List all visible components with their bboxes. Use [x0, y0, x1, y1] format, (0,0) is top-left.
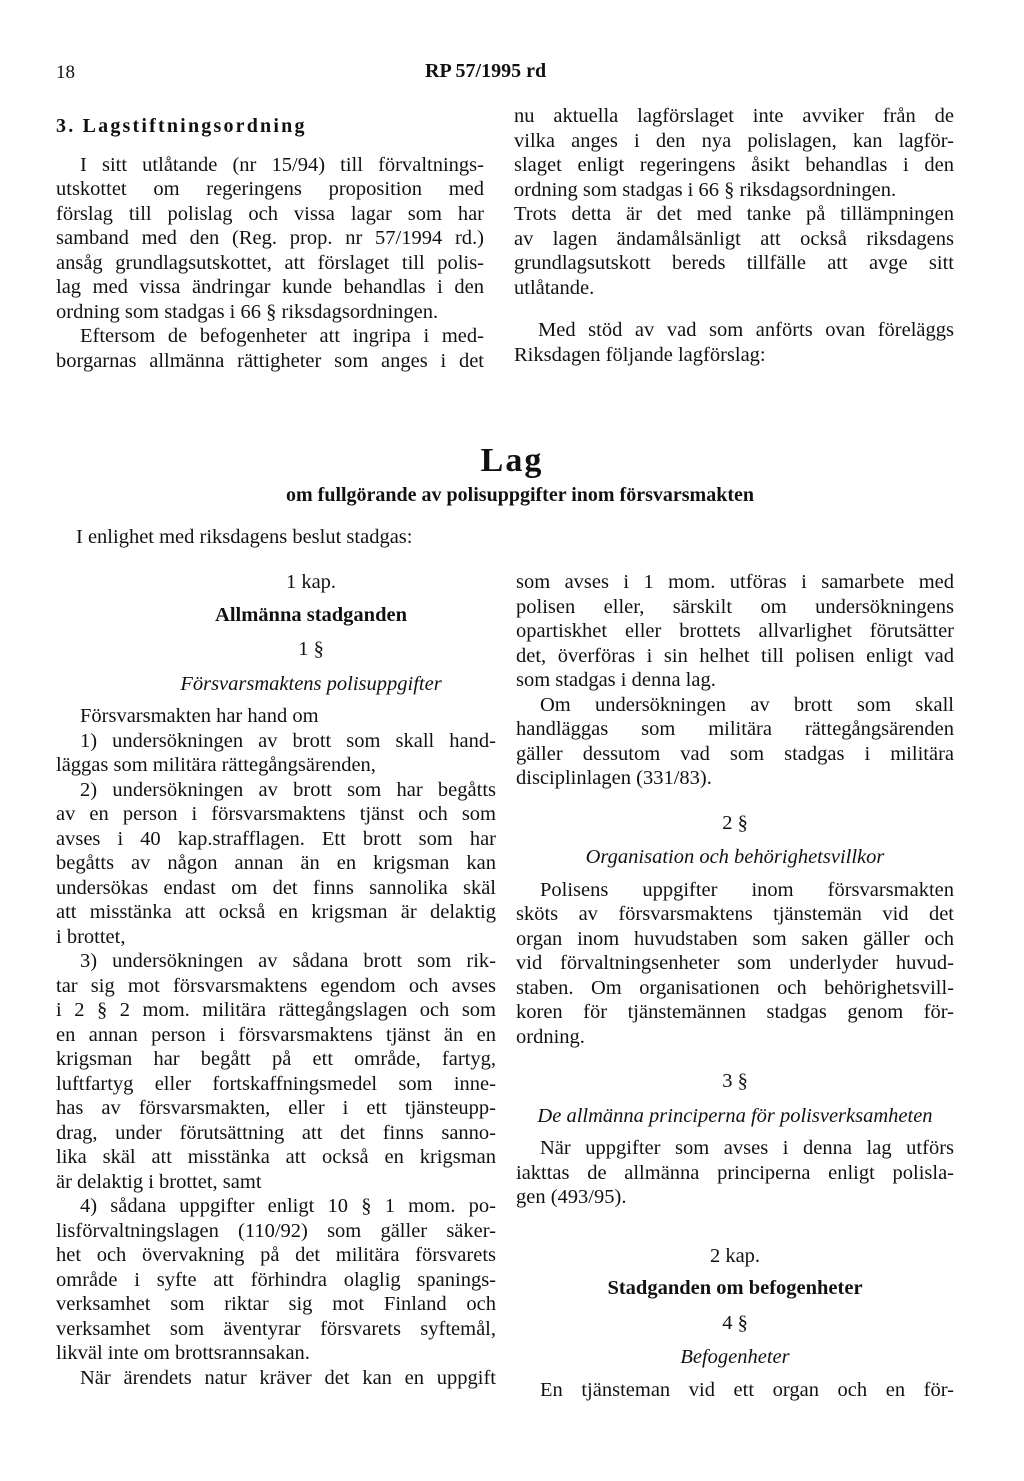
running-header: RP 57/1995 rd — [425, 60, 547, 82]
section-number: 1 § — [298, 638, 324, 660]
text-line: verksamhet som äventyrar försvarets syftemål, — [56, 1317, 496, 1340]
text-line: Försvarsmakten har hand om — [80, 705, 319, 727]
text-line: ordning som stadgas i 66 § riksdagsordningen. — [56, 300, 439, 323]
text-line: det, överföras i sin helhet till polisen enligt vad — [516, 644, 954, 667]
text-line: förslag till polislag och vissa lagar som har — [56, 202, 484, 225]
text-line: koren för tjänstemännen stadgas genom för- — [516, 1001, 954, 1023]
text-line: slaget enligt regeringens åsikt behandlas i den — [514, 154, 954, 176]
text-line: Trots detta är det med tanke på tillämpningen — [514, 203, 954, 225]
text-line: En tjänsteman vid ett organ och en för- — [540, 1378, 954, 1401]
text-line: nu aktuella lagförslaget inte avviker från de — [514, 105, 954, 127]
text-line: iakttas de allmänna principerna enligt polisla- — [516, 1161, 954, 1184]
text-line: av lagen ändamålsänligt att också riksdagens — [514, 227, 954, 250]
text-line: ordning som stadgas i 66 § riksdagsordningen. — [514, 178, 897, 201]
text-line: krigsman har begått på ett område, fartyg, — [56, 1048, 496, 1070]
text-line: Polisens uppgifter inom försvarsmakten — [540, 878, 954, 901]
lagstiftningsordning-text — [56, 153, 484, 374]
text-line: lag med vissa ändringar kunde behandlas i den — [56, 276, 484, 298]
text-line: polisen eller, särskilt om undersökningens — [516, 595, 954, 618]
section-title: Befogenheter — [680, 1346, 790, 1368]
text-line: utskottet om regeringens proposition med — [56, 178, 484, 200]
lagstiftningsordning-right-column — [514, 104, 954, 367]
text-line: som avses i 1 mom. utföras i samarbete med — [516, 571, 954, 593]
text-line: begåtts av någon annan än en krigsman kan — [56, 852, 496, 874]
text-line: has av försvarsmakten, eller i ett tjänsteupp- — [56, 1097, 496, 1119]
text-line: sköts av försvarsmaktens tjänstemän vid det — [516, 903, 954, 925]
chapter-title: Stadganden om befogenheter — [607, 1277, 863, 1299]
text-line: gen (493/95). — [516, 1186, 627, 1208]
section-title: Försvarsmaktens polisuppgifter — [180, 672, 442, 695]
law-right-column — [516, 570, 954, 1402]
text-line: handläggas som militära rättegångsärenden — [516, 718, 954, 740]
text-line: När uppgifter som avses i denna lag utförs — [540, 1137, 954, 1159]
text-line: opartiskhet eller brottets allvarlighet förutsätter — [516, 620, 954, 642]
lagstiftningsordning-left-column — [56, 114, 484, 373]
text-line: verksamhet som riktar sig mot Finland och — [56, 1293, 496, 1315]
text-line: utlåtande. — [514, 276, 595, 299]
text-line: Eftersom de befogenheter att ingripa i med- — [80, 325, 484, 347]
text-line: läggas som militära rättegångsärenden, — [56, 754, 376, 776]
text-line: som stadgas i denna lag. — [516, 669, 716, 691]
text-line: disciplinlagen (331/83). — [516, 767, 712, 789]
text-line: undersökas endast om det finns sannolika skäl — [56, 876, 496, 899]
text-line: organ inom huvudstaben som saken gäller och — [516, 927, 954, 950]
text-line: vid förvaltningsenheter som underlyder huvud- — [516, 952, 954, 974]
text-line: likväl inte om brottsrannsakan. — [56, 1342, 310, 1364]
text-line: 4) sådana uppgifter enligt 10 § 1 mom. po- — [80, 1195, 496, 1217]
text-line: Riksdagen följande lagförslag: — [514, 343, 766, 366]
text-line: lika skäl att misstänka att också en krigsman — [56, 1146, 496, 1168]
law-left-column — [56, 570, 496, 1390]
text-line: borgarnas allmänna rättigheter som anges i det — [56, 349, 484, 372]
section-title: Organisation och behörighetsvillkor — [585, 846, 885, 868]
text-line: het och övervakning på det militära försvarets — [56, 1244, 496, 1266]
text-line: i brottet, — [56, 925, 126, 948]
chapter-number: 1 kap. — [285, 571, 337, 593]
text-line: avses i 40 kap.strafflagen. Ett brott som har — [56, 827, 496, 850]
text-line: är delaktig i brottet, samt — [56, 1170, 262, 1193]
text-line: ansåg grundlagsutskottet, att förslaget till polis- — [56, 251, 484, 274]
law-title: Lag — [480, 442, 544, 479]
text-line: När ärendets natur kräver det kan en uppgift — [80, 1366, 496, 1389]
text-line: gäller dessutom vad som stadgas i militära — [516, 742, 954, 765]
section-number: 3 § — [722, 1070, 748, 1092]
text-line: 2) undersökningen av brott som har begåtts — [80, 778, 496, 801]
section-heading: 3. Lagstiftningsordning — [56, 115, 307, 137]
law-subtitle: om fullgörande av polisuppgifter inom försvarsmakten — [286, 484, 754, 506]
section-number: 4 § — [722, 1311, 748, 1334]
section-number: 2 § — [722, 811, 748, 834]
text-line: Om undersökningen av brott som skall — [540, 693, 954, 716]
page-number: 18 — [56, 62, 75, 83]
text-line: grundlagsutskott bereds tillfälle att avge sitt — [514, 252, 954, 274]
section-title: De allmänna principerna för polisverksamheten — [537, 1104, 933, 1127]
enactment-clause: I enlighet med riksdagens beslut stadgas: — [76, 526, 413, 548]
chapter-title: Allmänna stadganden — [215, 603, 407, 626]
text-line: I sitt utlåtande (nr 15/94) till förvaltnings- — [80, 153, 484, 176]
text-line: tar sig mot försvarsmaktens egendom och avses — [56, 974, 496, 997]
text-line: lisförvaltningslagen (110/92) som gäller säker- — [56, 1219, 496, 1242]
text-line: i 2 § 2 mom. militära rättegångslagen och som — [56, 999, 496, 1021]
text-line: vilka anges i den nya polislagen, kan lagför- — [514, 129, 954, 152]
text-line: 1) undersökningen av brott som skall hand- — [80, 729, 496, 752]
text-line: Med stöd av vad som anförts ovan föreläggs — [538, 319, 954, 341]
text-line: ordning. — [516, 1025, 585, 1048]
text-line: drag, under förutsättning att det finns sanno- — [56, 1121, 496, 1144]
text-line: av en person i försvarsmaktens tjänst och som — [56, 803, 496, 825]
text-line: 3) undersökningen av sådana brott som rik- — [80, 950, 496, 972]
text-line: område i syfte att förhindra olaglig spanings- — [56, 1268, 496, 1291]
text-line: luftfartyg eller fortskaffningsmedel som inne- — [56, 1072, 496, 1095]
chapter-number: 2 kap. — [709, 1244, 761, 1267]
text-line: en annan person i försvarsmaktens tjänst än en — [56, 1023, 496, 1046]
text-line: staben. Om organisationen och behörighetsvill- — [516, 976, 954, 999]
text-line: samband med den (Reg. prop. nr 57/1994 rd.) — [56, 227, 484, 249]
text-line: att misstänka att också en krigsman är delaktig — [56, 901, 496, 923]
